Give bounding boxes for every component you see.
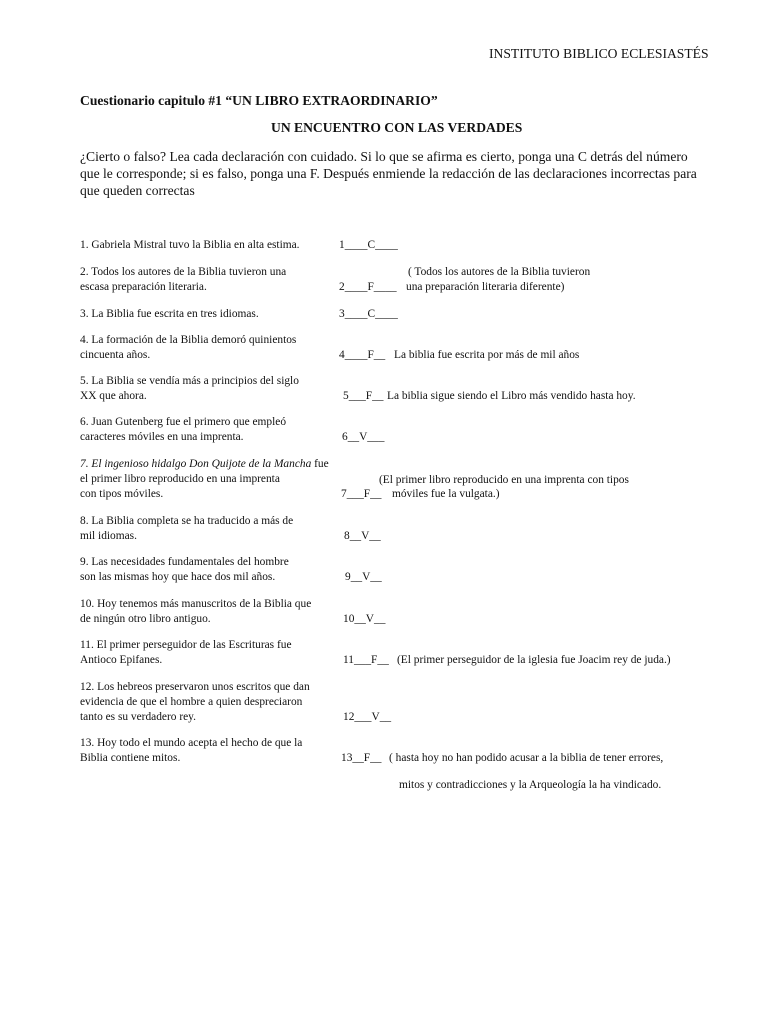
question-13-answer: 13__F__ (341, 752, 382, 764)
question-8-answer: 8__V__ (344, 530, 381, 542)
question-8-text: 8. La Biblia completa se ha traducido a más de (80, 515, 294, 527)
question-4-text: 4. La formación de la Biblia demoró quinientos (80, 334, 297, 346)
question-5-text: 5. La Biblia se vendía más a principios del siglo (80, 375, 299, 387)
question-10-text: 10. Hoy tenemos más manuscritos de la Biblia que (80, 598, 312, 610)
question-12-answer: 12___V__ (343, 711, 392, 723)
question-7-text (80, 458, 329, 470)
question-11-text: 11. El primer perseguidor de las Escrituras fue (80, 639, 292, 651)
subtitle: UN ENCUENTRO CON LAS VERDADES (271, 120, 523, 135)
question-6-text: caracteres móviles en una imprenta. (80, 431, 244, 443)
instructions-line-2: que le corresponde; si es falso, ponga una F. Después enmiende la redacción de las declaraciones incorrectas para (80, 166, 697, 181)
question-11-answer: 11___F__ (343, 654, 389, 666)
question-13-text: Biblia contiene mitos. (80, 752, 181, 764)
question-11-correction: (El primer perseguidor de la iglesia fue Joacim rey de juda.) (397, 654, 671, 666)
question-9-answer: 9__V__ (345, 571, 382, 583)
instructions-line-1: ¿Cierto o falso? Lea cada declaración con cuidado. Si lo que se afirma es cierto, ponga una C detrás del número (80, 149, 688, 164)
question-12-text: tanto es su verdadero rey. (80, 711, 196, 723)
question-10-text: de ningún otro libro antiguo. (80, 613, 211, 625)
question-7-correction: (El primer libro reproducido en una imprenta con tipos (379, 474, 629, 486)
question-1-text: 1. Gabriela Mistral tuvo la Biblia en alta estima. (80, 239, 300, 251)
question-7-correction: móviles fue la vulgata.) (392, 488, 500, 500)
question-5-text: XX que ahora. (80, 390, 147, 402)
question-4-answer: 4____F__ (339, 349, 386, 361)
question-12-text: evidencia de que el hombre a quien despreciaron (80, 696, 303, 708)
book-title: 7. El ingenioso hidalgo Don Quijote de la Mancha (80, 458, 312, 470)
question-4-text: cincuenta años. (80, 349, 151, 361)
question-7-text: con tipos móviles. (80, 488, 164, 500)
question-2-text: 2. Todos los autores de la Biblia tuvieron una (80, 266, 287, 278)
question-3-answer: 3____C____ (339, 308, 398, 320)
question-3-text: 3. La Biblia fue escrita en tres idiomas. (80, 308, 259, 320)
question-7-text-tail: fue (311, 458, 329, 470)
question-4-correction: La biblia fue escrita por más de mil años (394, 349, 580, 361)
quiz-title: Cuestionario capitulo #1 “UN LIBRO EXTRAORDINARIO” (80, 93, 438, 108)
question-12-text: 12. Los hebreos preservaron unos escritos que dan (80, 681, 310, 693)
question-13-correction: mitos y contradicciones y la Arqueología la ha vindicado. (399, 779, 662, 791)
question-7-answer: 7___F__ (341, 488, 382, 500)
question-7-text: el primer libro reproducido en una imprenta (80, 473, 280, 485)
question-10-answer: 10__V__ (343, 613, 386, 625)
question-2-correction: una preparación literaria diferente) (406, 281, 565, 293)
question-11-text: Antioco Epifanes. (80, 654, 163, 666)
question-5-correction: La biblia sigue siendo el Libro más vendido hasta hoy. (387, 390, 636, 402)
question-9-text: 9. Las necesidades fundamentales del hombre (80, 556, 289, 568)
question-6-answer: 6__V___ (342, 431, 385, 443)
question-2-correction: ( Todos los autores de la Biblia tuvieron (408, 266, 591, 278)
question-6-text: 6. Juan Gutenberg fue el primero que empleó (80, 416, 287, 428)
question-13-correction: ( hasta hoy no han podido acusar a la biblia de tener errores, (389, 752, 664, 764)
question-2-text: escasa preparación literaria. (80, 281, 207, 293)
question-1-answer: 1____C____ (339, 239, 398, 251)
question-8-text: mil idiomas. (80, 530, 137, 542)
institute-name: INSTITUTO BIBLICO ECLESIASTÉS (489, 46, 709, 61)
instructions-line-3: que queden correctas (80, 183, 195, 198)
question-9-text: son las mismas hoy que hace dos mil años. (80, 571, 276, 583)
question-13-text: 13. Hoy todo el mundo acepta el hecho de que la (80, 737, 303, 749)
question-2-answer: 2____F____ (339, 281, 397, 293)
question-5-answer: 5___F__ (343, 390, 384, 402)
